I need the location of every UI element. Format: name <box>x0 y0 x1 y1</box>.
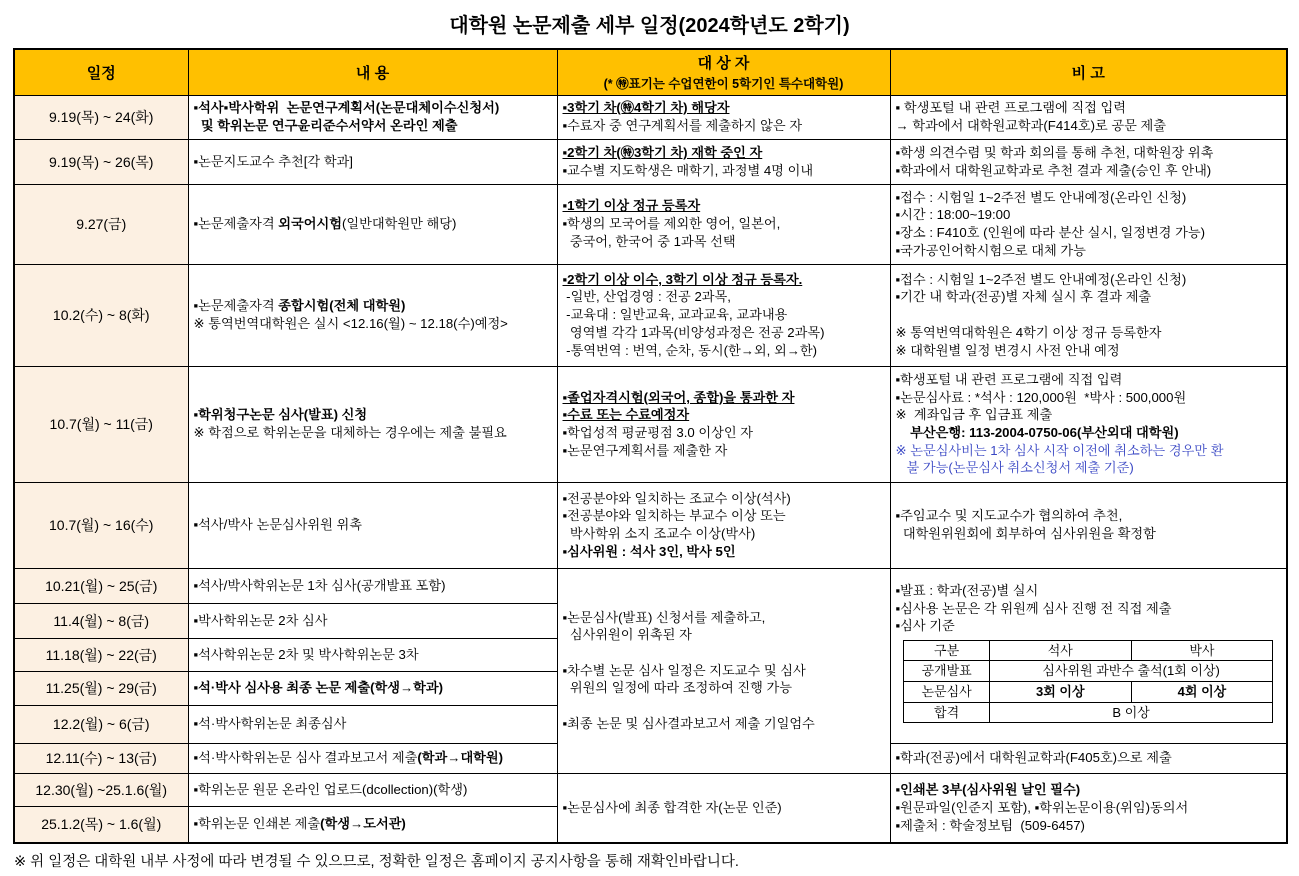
text-run: ▪학생포털 내 관련 프로그램에 직접 입력 <box>895 371 1123 387</box>
text-line <box>194 749 552 767</box>
date-cell: 10.21(월) ~ 25(금) <box>14 568 188 603</box>
criteria-cell: 합격 <box>904 702 990 723</box>
criteria-cell: B 이상 <box>989 702 1272 723</box>
review-criteria-container <box>896 640 1282 723</box>
criteria-header-row <box>904 640 1273 661</box>
criteria-cell: 3회 이상 <box>989 682 1131 703</box>
date-cell: 12.2(월) ~ 6(금) <box>14 705 188 743</box>
text-run: ▪원문파일(인준지 포함), ▪학위논문이용(위임)동의서 <box>895 799 1189 815</box>
text-run: -통역번역 : 번역, 순차, 동시(한→외, 외→한) <box>562 342 818 358</box>
text-run: (학과→대학원) <box>417 750 504 766</box>
text-run: ▪석사/박사 논문심사위원 위촉 <box>193 517 363 533</box>
header-note: 비 고 <box>890 49 1287 95</box>
text-run: ※ 대학원별 일정 변경시 사전 안내 예정 <box>895 342 1120 358</box>
text-run: ▪접수 : 시험일 1~2주전 별도 안내예정(온라인 신청) <box>895 271 1187 287</box>
content-cell <box>188 95 557 139</box>
text-line <box>896 406 1282 424</box>
text-line <box>563 233 885 251</box>
target-cell-review <box>557 568 890 773</box>
text-line <box>563 306 885 324</box>
text-run: ▪3학기 차(㊕4학기 차) 해당자 <box>562 100 730 116</box>
text-run: 대학원위원회에 회부하여 심사위원을 확정함 <box>895 526 1156 541</box>
text-line <box>563 799 885 817</box>
content-cell <box>188 806 557 843</box>
text-line <box>896 600 1282 618</box>
text-run: ▪졸업자격시험(외국어, 종합)을 통과한 자 <box>562 389 795 405</box>
content-cell <box>188 482 557 568</box>
note-cell <box>890 139 1287 184</box>
criteria-header-cell: 박사 <box>1131 640 1273 661</box>
text-run: 불 가능(논문심사 취소신청서 제출 기준) <box>895 460 1134 476</box>
target-cell <box>557 366 890 482</box>
date-cell: 10.7(월) ~ 16(수) <box>14 482 188 568</box>
text-line <box>563 117 885 135</box>
footnote: ※ 위 일정은 대학원 내부 사정에 따라 변경될 수 있으므로, 정확한 일정은 홈페이지 공지사항을 통해 재확인바랍니다. <box>14 854 739 870</box>
text-run: ▪심사위원 : 석사 3인, 박사 5인 <box>562 543 736 559</box>
text-line <box>194 516 552 534</box>
text-line <box>194 577 552 595</box>
content-cell <box>188 671 557 705</box>
text-line <box>896 582 1282 600</box>
text-run: ▪ 학생포털 내 관련 프로그램에 직접 입력 <box>895 100 1126 116</box>
text-run: ▪논문제출자격 <box>193 216 279 232</box>
date-cell: 12.11(수) ~ 13(금) <box>14 743 188 773</box>
text-run: ▪국가공인어학시험으로 대체 가능 <box>895 242 1086 258</box>
criteria-cell: 논문심사 <box>904 682 990 703</box>
text-line <box>563 99 885 117</box>
text-run: ▪2학기 차(㊕3학기 차) 재학 중인 자 <box>562 144 763 160</box>
text-line <box>896 306 1282 324</box>
date-cell: 12.30(월) ~25.1.6(월) <box>14 773 188 806</box>
note-cell <box>890 184 1287 264</box>
table-row <box>14 184 1287 264</box>
text-line <box>896 99 1282 117</box>
text-line <box>563 543 885 561</box>
text-run: ▪학업성적 평균평점 3.0 이상인 자 <box>562 425 754 440</box>
text-run: (일반대학원만 해당) <box>341 216 457 232</box>
date-cell: 9.27(금) <box>14 184 188 264</box>
target-cell-final <box>557 773 890 843</box>
text-line <box>563 215 885 233</box>
text-line <box>563 715 885 733</box>
text-line <box>896 389 1282 407</box>
table-row <box>14 95 1287 139</box>
content-cell <box>188 264 557 366</box>
criteria-row <box>904 682 1273 703</box>
text-run: (학생→도서관) <box>320 816 406 832</box>
text-line <box>194 297 552 315</box>
text-line <box>896 749 1282 767</box>
text-run: ▪기간 내 학과(전공)별 자체 실시 후 결과 제출 <box>895 289 1152 305</box>
text-line <box>563 442 885 460</box>
text-run: ▪석사/박사학위논문 1차 심사(공개발표 포함) <box>193 577 446 593</box>
text-line <box>563 662 885 680</box>
text-run: ▪인쇄본 3부(심사위원 날인 필수) <box>895 782 1081 798</box>
text-run: ※ 논문심사비는 1차 심사 시작 이전에 취소하는 경우만 환 <box>895 442 1224 458</box>
text-run: ▪주임교수 및 지도교수가 협의하여 추천, <box>895 508 1123 524</box>
criteria-header-cell: 구분 <box>904 640 990 661</box>
text-line <box>194 99 552 117</box>
text-line <box>896 271 1282 289</box>
text-line <box>563 609 885 627</box>
text-run: ▪학위논문 인쇄본 제출 <box>193 816 321 832</box>
table-row <box>14 264 1287 366</box>
text-run: ▪석사학위논문 2차 및 박사학위논문 3차 <box>193 646 419 662</box>
table-row <box>14 366 1287 482</box>
date-cell: 10.7(월) ~ 11(금) <box>14 366 188 482</box>
text-run: ※ 통역번역대학원은 실시 <12.16(월) ~ 12.18(수)예정> <box>193 316 508 331</box>
text-line <box>194 679 552 697</box>
text-run: ▪수료 또는 수료예정자 <box>562 407 690 423</box>
header-target <box>557 49 890 95</box>
text-line <box>563 324 885 342</box>
note-cell <box>890 95 1287 139</box>
content-cell <box>188 184 557 264</box>
text-line <box>563 406 885 424</box>
text-line <box>896 288 1282 306</box>
criteria-cell: 심사위원 과반수 출석(1회 이상) <box>989 661 1272 682</box>
text-run: ▪논문심사에 최종 합격한 자(논문 인준) <box>562 799 782 815</box>
text-run: ▪차수별 논문 심사 일정은 지도교수 및 심사 <box>562 662 806 678</box>
text-line <box>563 197 885 215</box>
text-run: ▪석·박사학위논문 최종심사 <box>193 716 347 732</box>
text-run: ▪수료자 중 연구계획서를 제출하지 않은 자 <box>562 118 803 133</box>
header-schedule: 일정 <box>14 49 188 95</box>
text-run: ▪교수별 지도학생은 매학기, 과정별 4명 이내 <box>562 162 814 178</box>
text-line <box>194 215 552 233</box>
date-cell: 11.4(월) ~ 8(금) <box>14 603 188 638</box>
date-cell: 10.2(수) ~ 8(화) <box>14 264 188 366</box>
target-cell <box>557 95 890 139</box>
text-run: ▪석·박사 심사용 최종 논문 제출(학생→학과) <box>193 680 444 696</box>
text-line <box>194 117 552 135</box>
text-line <box>896 242 1282 260</box>
text-line <box>896 442 1282 460</box>
table-row <box>14 568 1287 603</box>
content-cell <box>188 743 557 773</box>
text-line <box>896 799 1282 817</box>
content-cell <box>188 638 557 671</box>
text-run: ▪시간 : 18:00~19:00 <box>895 207 1011 223</box>
text-line <box>896 224 1282 242</box>
text-run: ▪학과(전공)에서 대학원교학과(F405호)으로 제출 <box>895 750 1172 766</box>
text-line <box>896 459 1282 477</box>
text-line <box>563 507 885 525</box>
table-row <box>14 482 1287 568</box>
text-line <box>563 144 885 162</box>
text-run: ▪석사▪박사학위 논문연구계획서(논문대체이수신청서) <box>193 100 500 116</box>
text-run: ▪2학기 이상 이수, 3학기 이상 정규 등록자. <box>562 271 803 287</box>
criteria-header-cell: 석사 <box>989 640 1131 661</box>
date-cell: 11.18(월) ~ 22(금) <box>14 638 188 671</box>
content-cell <box>188 705 557 743</box>
text-run: ▪접수 : 시험일 1~2주전 별도 안내예정(온라인 신청) <box>895 189 1187 205</box>
text-run: 중국어, 한국어 중 1과목 선택 <box>562 233 736 249</box>
text-line <box>896 324 1282 342</box>
text-line <box>563 679 885 697</box>
text-run: ▪학위논문 원문 온라인 업로드(dcollection)(학생) <box>193 781 468 797</box>
text-line <box>896 371 1282 389</box>
text-line <box>194 424 552 442</box>
text-run: ▪심사 기준 <box>895 618 955 634</box>
text-run: 외국어시험 <box>278 216 342 232</box>
note-cell-review <box>890 568 1287 743</box>
text-line <box>563 697 885 715</box>
text-run: ▪학생의 모국어를 제외한 영어, 일본어, <box>562 216 781 232</box>
text-line <box>194 781 552 799</box>
criteria-cell: 4회 이상 <box>1131 682 1273 703</box>
text-line <box>563 644 885 662</box>
target-cell <box>557 139 890 184</box>
target-cell <box>557 264 890 366</box>
note-cell <box>890 743 1287 773</box>
text-line <box>896 507 1282 525</box>
review-note-lines <box>896 582 1282 635</box>
text-run: ▪학과에서 대학원교학과로 추천 결과 제출(승인 후 안내) <box>895 162 1212 178</box>
date-cell: 25.1.2(목) ~ 1.6(월) <box>14 806 188 843</box>
content-cell <box>188 139 557 184</box>
text-line <box>194 612 552 630</box>
content-cell <box>188 603 557 638</box>
date-cell: 9.19(목) ~ 26(목) <box>14 139 188 184</box>
text-line <box>563 424 885 442</box>
header-content: 내 용 <box>188 49 557 95</box>
table-row <box>14 773 1287 806</box>
text-line <box>896 424 1282 442</box>
text-run: ▪논문심사료 : *석사 : 120,000원 *박사 : 500,000원 <box>895 389 1187 405</box>
header-row <box>14 49 1287 95</box>
text-run: 심사위원이 위촉된 자 <box>562 627 692 643</box>
text-line <box>563 271 885 289</box>
text-run: ▪석·박사학위논문 심사 결과보고서 제출 <box>193 750 418 766</box>
text-run: 및 학위논문 연구윤리준수서약서 온라인 제출 <box>193 118 458 133</box>
text-run: ※ 학점으로 학위논문을 대체하는 경우에는 제출 불필요 <box>193 425 507 440</box>
text-line <box>563 162 885 180</box>
text-run: ▪논문지도교수 추천[각 학과] <box>193 153 353 169</box>
text-line <box>194 646 552 664</box>
text-run: ▪제출처 : 학술정보팀 (509-6457) <box>895 817 1085 833</box>
text-run: ▪1학기 이상 정규 등록자 <box>562 198 701 214</box>
text-line <box>563 288 885 306</box>
text-line <box>194 406 552 424</box>
text-line <box>896 206 1282 224</box>
text-line <box>896 525 1282 543</box>
text-line <box>896 189 1282 207</box>
text-line <box>896 144 1282 162</box>
target-cell <box>557 184 890 264</box>
text-line <box>194 153 552 171</box>
date-cell: 9.19(목) ~ 24(화) <box>14 95 188 139</box>
text-line <box>896 617 1282 635</box>
target-cell <box>557 482 890 568</box>
note-cell <box>890 264 1287 366</box>
text-run: ▪최종 논문 및 심사결과보고서 제출 기일엄수 <box>562 715 815 731</box>
text-run: ▪심사용 논문은 각 위원께 심사 진행 전 직접 제출 <box>895 600 1172 616</box>
text-line <box>563 626 885 644</box>
header-target-subtitle: (* ㊕표기는 수업연한이 5학기인 특수대학원) <box>603 77 844 92</box>
text-run: 박사학위 소지 조교수 이상(박사) <box>562 526 756 541</box>
text-line <box>563 389 885 407</box>
content-cell <box>188 366 557 482</box>
text-run: ▪논문제출자격 <box>193 298 279 314</box>
text-run: 부산은행: 113-2004-0750-06(부산외대 대학원) <box>895 425 1179 440</box>
text-run: ▪전공분야와 일치하는 조교수 이상(석사) <box>562 490 791 506</box>
table-row <box>14 139 1287 184</box>
text-run: ▪학위청구논문 심사(발표) 신청 <box>193 407 368 423</box>
review-criteria-table <box>903 640 1273 723</box>
text-run: -교육대 : 일반교육, 교과교육, 교과내용 <box>562 307 788 323</box>
content-cell <box>188 773 557 806</box>
text-line <box>896 162 1282 180</box>
text-line <box>896 817 1282 835</box>
text-run: → 학과에서 대학원교학과(F414호)로 공문 제출 <box>895 118 1167 133</box>
text-run: ※ 통역번역대학원은 4학기 이상 정규 등록한자 <box>895 324 1162 340</box>
text-run: ▪박사학위논문 2차 심사 <box>193 612 328 628</box>
text-run: ▪전공분야와 일치하는 부교수 이상 또는 <box>562 508 786 524</box>
text-run: 종합시험(전체 대학원) <box>278 298 406 314</box>
schedule-table <box>13 48 1288 844</box>
text-line <box>563 490 885 508</box>
criteria-row <box>904 661 1273 682</box>
text-run: ▪장소 : F410호 (인원에 따라 분산 실시, 일정변경 가능) <box>895 225 1205 240</box>
note-cell <box>890 366 1287 482</box>
text-run: ※ 계좌입금 후 입금표 제출 <box>895 407 1053 423</box>
text-run: -일반, 산업경영 : 전공 2과목, <box>562 289 731 305</box>
note-cell-final <box>890 773 1287 843</box>
text-line <box>194 715 552 733</box>
text-run: ▪논문심사(발표) 신청서를 제출하고, <box>562 609 766 625</box>
criteria-row <box>904 702 1273 723</box>
text-line <box>896 117 1282 135</box>
text-line <box>563 342 885 360</box>
text-run: ▪논문연구계획서를 제출한 자 <box>562 442 728 458</box>
text-line <box>194 315 552 333</box>
date-cell: 11.25(월) ~ 29(금) <box>14 671 188 705</box>
page-title: 대학원 논문제출 세부 일정(2024학년도 2학기) <box>449 15 850 37</box>
text-run: ▪발표 : 학과(전공)별 실시 <box>895 582 1039 598</box>
text-line <box>896 342 1282 360</box>
text-line <box>896 781 1282 799</box>
note-cell <box>890 482 1287 568</box>
criteria-cell: 공개발표 <box>904 661 990 682</box>
text-line <box>194 815 552 833</box>
text-run: ▪학생 의견수렴 및 학과 회의를 통해 추천, 대학원장 위촉 <box>895 144 1214 160</box>
text-run: 위원의 일정에 따라 조정하여 진행 가능 <box>562 680 792 696</box>
text-line <box>563 525 885 543</box>
header-target-title: 대 상 자 <box>697 55 750 73</box>
content-cell <box>188 568 557 603</box>
text-run: 영역별 각각 1과목(비양성과정은 전공 2과목) <box>562 324 825 340</box>
